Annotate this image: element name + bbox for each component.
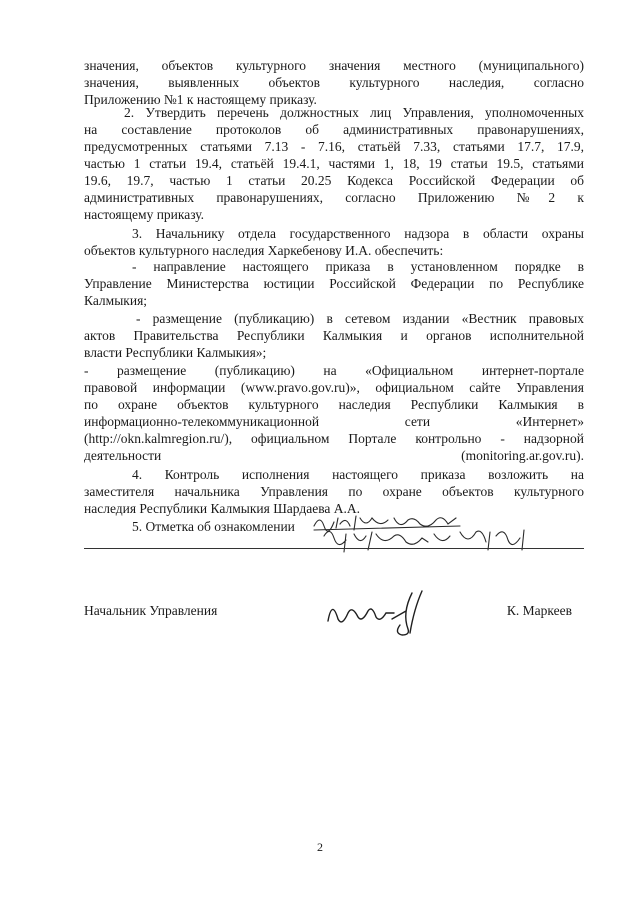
list-item-2 [84, 310, 584, 361]
signatory-position: Начальник Управления [84, 603, 218, 618]
text-line: Приложению №1 к настоящему приказу. [84, 92, 317, 107]
text-line: административных правонарушениях, согласно Приложению №2 к [84, 190, 584, 205]
text-line: настоящему приказу. [84, 207, 205, 222]
paragraph-2 [84, 104, 584, 223]
text-line: - размещение (публикацию) на «Официальном интернет-портале [84, 363, 584, 378]
text-line: правовой информации (www.pravo.gov.ru)», официальном сайте Управления [84, 380, 584, 395]
text-line: деятельности (monitoring.ar.gov.ru). [84, 448, 584, 463]
acknowledgement-label: 5. Отметка об ознакомлении [132, 519, 295, 534]
text-line: (http://okn.kalmregion.ru/), официальном Портале контрольно - надзорной [84, 431, 584, 446]
handwritten-signature [322, 589, 442, 637]
paragraph-1 [84, 57, 584, 108]
text-line: актов Правительства Республики Калмыкия и органов исполнительной [84, 328, 584, 343]
text-line: власти Республики Калмыкия»; [84, 345, 267, 360]
acknowledgement-line [84, 548, 584, 549]
list-item-1 [84, 258, 584, 309]
text-line: 3. Начальнику отдела государственного надзора в области охраны [132, 226, 584, 241]
text-line: Калмыкия; [84, 293, 148, 308]
list-item-3 [84, 362, 584, 464]
text-line: объектов культурного наследия Харкебенову И.А. обеспечить: [84, 243, 444, 258]
text-line: 4. Контроль исполнения настоящего приказа возложить на [132, 467, 584, 482]
paragraph-4 [84, 466, 584, 517]
paragraph-3 [84, 225, 584, 259]
text-line: заместителя начальника Управления по охране объектов культурного [84, 484, 584, 499]
text-line: - размещение (публикацию) в сетевом издании «Вестник правовых [136, 311, 584, 326]
text-line: по охране объектов культурного наследия Республики Калмыкия в [84, 397, 584, 412]
text-line: Управление Министерства юстиции Российской Федерации по Республике [84, 276, 584, 291]
text-line: 2. Утвердить перечень должностных лиц Управления, уполномоченных [124, 105, 584, 120]
signatory-name: К. Маркеев [506, 603, 572, 618]
text-line: - направление настоящего приказа в установленном порядке в [132, 259, 584, 274]
page-number: 2 [317, 840, 323, 854]
signature-block [84, 597, 584, 637]
text-line: на составление протоколов об административных правонарушениях, [84, 122, 584, 137]
text-line: значения, объектов культурного значения местного (муниципального) [84, 58, 584, 73]
text-line: предусмотренных статьями 7.13 - 7.16, статьёй 7.33, статьями 17.7, 17.9, [84, 139, 584, 154]
text-line: 19.6, 19.7, частью 1 статьи 20.25 Кодекса Российской Федерации об [84, 173, 584, 188]
text-line: частью 1 статьи 19.4, статьёй 19.4.1, частями 1, 18, 19 статьи 19.5, статьями [84, 156, 584, 171]
text-line: информационно-телекоммуникационной сети «Интернет» [84, 414, 584, 429]
text-line: значения, выявленных объектов культурного наследия, согласно [84, 75, 584, 90]
text-line: наследия Республики Калмыкия Шардаева А.А. [84, 501, 361, 516]
